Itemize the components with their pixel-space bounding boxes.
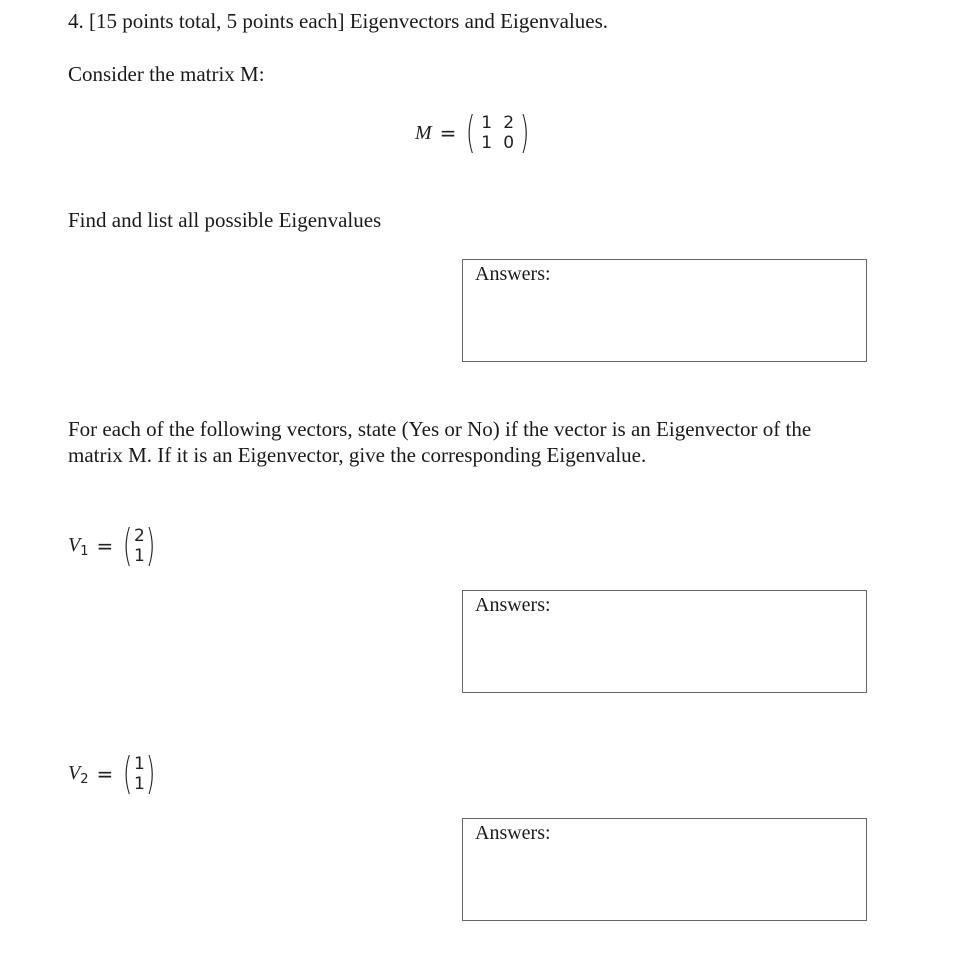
right-paren: ) [519,107,529,158]
vector-name: $V_2$ [68,761,89,787]
left-paren: ( [123,520,133,571]
left-paren: ( [123,748,133,799]
v1-answer-box[interactable] [462,590,867,693]
matrix-cell: 2 [503,113,515,133]
matrix-cell: 1 [481,113,493,133]
instructions-line-1: For each of the following vectors, state (Yes or No) if the vector is an Eigenvector of the [68,417,812,441]
instructions-line-2: matrix M. If it is an Eigenvector, give the corresponding Eigenvalue. [68,443,647,467]
vector-v2-equation [68,748,160,800]
matrix-cell: 1 [481,133,493,153]
left-paren: ( [466,107,476,158]
answer-label: Answers: [475,594,551,616]
equals-sign: = [96,762,114,786]
equals-sign: = [96,534,114,558]
vector-name: $V_1$ [68,533,89,559]
question-heading: 4. [15 points total, 5 points each] Eigenvectors and Eigenvalues. [68,9,609,33]
eigenvector-instructions [68,416,888,468]
answer-label: Answers: [475,263,551,285]
equals-sign: = [439,121,457,145]
eigenvalues-answer-box[interactable] [462,259,867,362]
vector-component: 1 [134,546,145,566]
right-paren: ) [146,748,156,799]
vector-subscript: 2 [80,771,89,787]
vector-components [132,754,146,794]
matrix-cell: 0 [503,133,515,153]
vector-components [132,526,146,566]
matrix-m-equation [415,107,533,159]
vector-component: 2 [134,526,145,546]
vector-component: 1 [134,774,145,794]
vector-v1-equation [68,520,160,572]
matrix-name: M [415,121,432,144]
vector-component: 1 [134,754,145,774]
right-paren: ) [146,520,156,571]
matrix-entries [476,113,520,153]
v2-answer-box[interactable] [462,818,867,921]
consider-matrix-text: Consider the matrix M: [68,62,265,86]
vector-subscript: 1 [80,543,89,559]
answer-label: Answers: [475,822,551,844]
find-eigenvalues-prompt: Find and list all possible Eigenvalues [68,208,382,232]
